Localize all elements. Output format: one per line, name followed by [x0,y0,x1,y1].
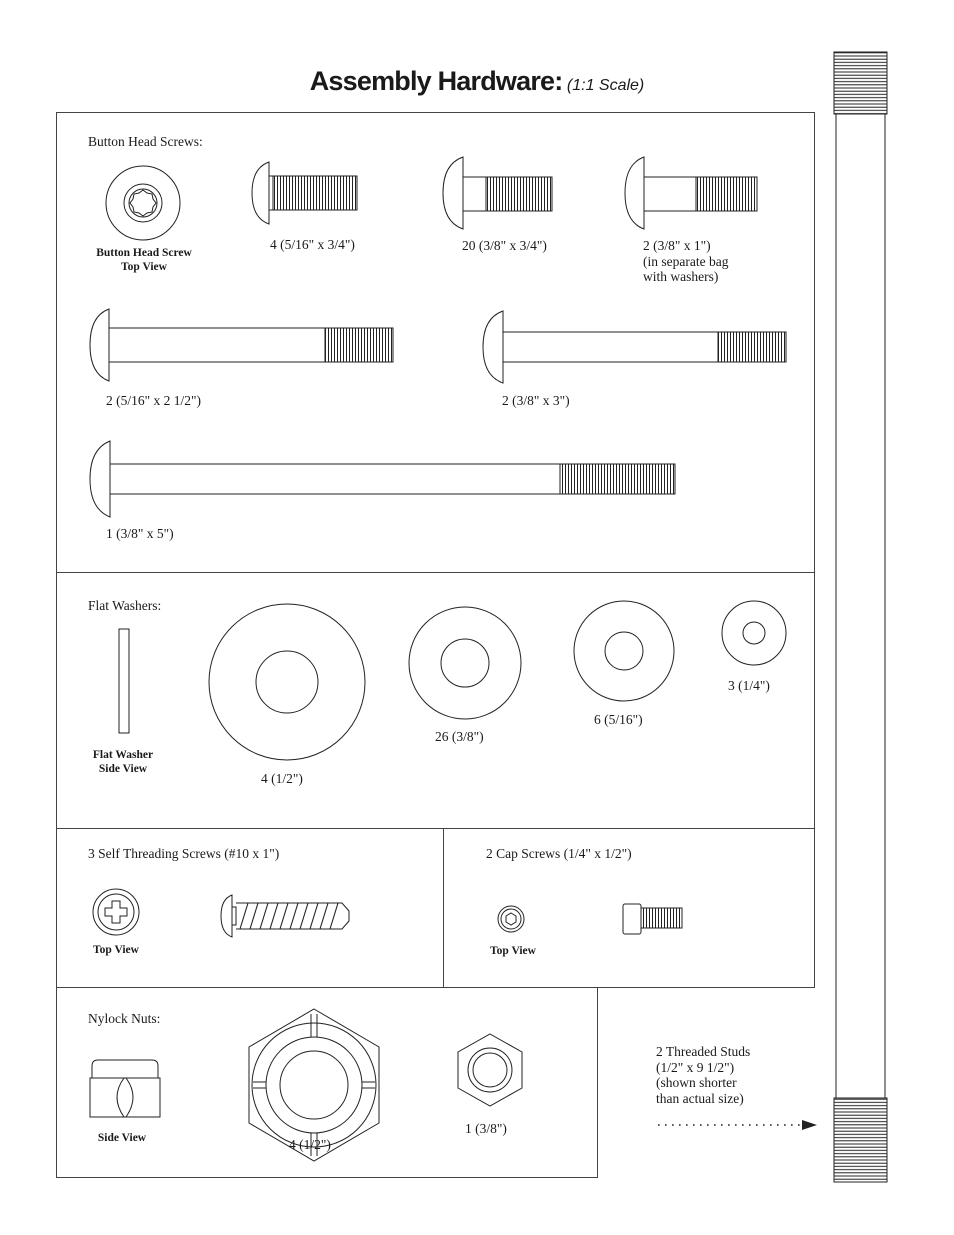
threaded-studs-line2: (1/2" x 9 1/2") [656,1059,735,1075]
self-threading-screw-side-icon [221,895,349,937]
qty-washer-1-2: 4 (1/2") [261,771,303,786]
cap-screw-top-view-icon [498,906,524,932]
stud-pointer-arrow-icon [658,1120,817,1130]
flat-washer-side-view-label-line2: Side View [98,763,148,775]
qty-nut-1-2: 4 (1/2") [289,1137,331,1152]
threaded-stud-icon [834,52,887,1182]
button-head-screw-3-8x3-4-icon [443,157,552,229]
page-title-main: Assembly Hardware: [309,66,563,96]
threaded-studs-note [656,1044,750,1106]
washer-5-16-icon [574,601,674,701]
threaded-studs-line1: 2 Threaded Studs [656,1044,751,1059]
self-threading-screw-top-view-icon [93,889,139,935]
qty-3-8x1-note [643,238,728,285]
button-head-screw-5-16x3-4-icon [252,162,357,224]
washer-1-4-icon [722,601,786,665]
qty-5-16x3-4: 4 (5/16" x 3/4") [270,237,355,252]
page-title-scale: (1:1 Scale) [566,77,645,94]
qty-washer-5-16: 6 (5/16") [594,712,643,727]
button-head-screws-heading: Button Head Screws: [88,134,203,149]
button-head-top-view-label-line1: Button Head Screw [96,247,192,259]
qty-3-8x1-line3: with washers) [643,269,719,284]
button-head-screw-3-8x1-icon [625,157,757,229]
flat-washer-side-view-icon [119,629,129,733]
qty-washer-1-4: 3 (1/4") [728,678,770,693]
cap-screw-top-view-label: Top View [490,945,536,957]
flat-washer-side-view-label [74,748,172,776]
button-head-screw-top-view-icon [106,166,180,240]
nylock-nut-side-view-icon [90,1060,160,1117]
qty-nut-3-8: 1 (3/8") [465,1121,507,1136]
flat-washers-heading: Flat Washers: [88,598,162,613]
button-head-top-view-label [84,246,204,274]
qty-washer-3-8: 26 (3/8") [435,729,484,744]
qty-3-8x5: 1 (3/8" x 5") [106,526,174,541]
washer-3-8-icon [409,607,521,719]
qty-3-8x1-line1: 2 (3/8" x 1") [643,238,711,253]
nylock-nuts-heading: Nylock Nuts: [88,1011,161,1026]
qty-3-8x3-4: 20 (3/8" x 3/4") [462,238,547,253]
nylock-nut-3-8-icon [458,1034,522,1106]
button-head-screw-3-8x5-icon [90,441,675,517]
flat-washer-side-view-label-line1: Flat Washer [92,749,154,761]
qty-3-8x3: 2 (3/8" x 3") [502,393,570,408]
cap-screw-side-icon [623,904,682,934]
button-head-screw-5-16x2-1-2-icon [90,309,393,381]
qty-5-16x2-1-2: 2 (5/16" x 2 1/2") [106,393,202,408]
self-threading-screws-heading: 3 Self Threading Screws (#10 x 1") [88,846,280,861]
washer-1-2-icon [209,604,365,760]
nylock-nut-side-view-label: Side View [97,1132,147,1144]
threaded-studs-line4: than actual size) [656,1090,744,1106]
qty-3-8x1-line2: (in separate bag [643,253,729,269]
self-threading-top-view-label: Top View [93,944,139,956]
button-head-screw-3-8x3-icon [483,311,786,383]
cap-screws-heading: 2 Cap Screws (1/4" x 1/2") [486,846,632,861]
threaded-studs-line3: (shown shorter [656,1075,737,1090]
button-head-top-view-label-line2: Top View [121,261,167,273]
